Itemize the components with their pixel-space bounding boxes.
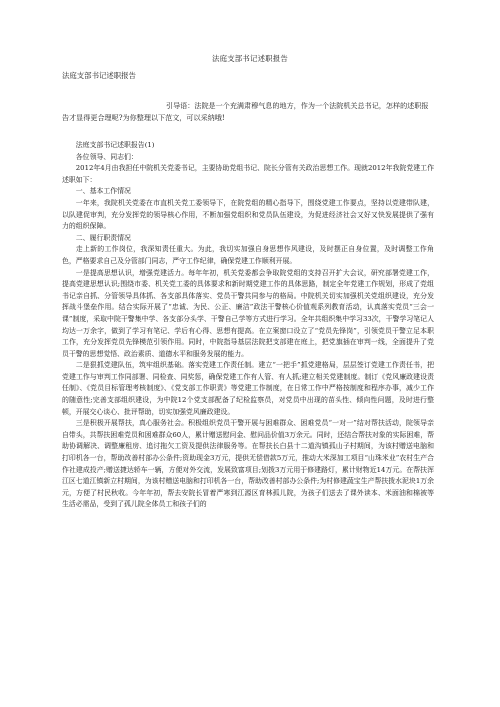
paragraph: 三是积极开展帮扶，真心服务社会。积极组织党员干警开展与困难群众、困难党员“一对一”结对帮扶活动，院领导亲自带头，共帮扶困难党员和困难群众60人，累计赠送慰问金、慰问品价值3万余元。同时，还结合帮扶对象的实际困难，帮助协调解决、调整廉租房、追讨拖欠工资及提供法律服务等。在帮扶长白县十二道沟镇孤山子村期间，为该村赠送电脑和打印机各一台，帮助改善村部办公条件;资助现金3万元，提供无偿借款5万元，推动大米深加工项目“山珠米业”农村生产合作社建成投产;赠送捷达轿车一辆，方便对外交流，发展致富项目;划拨3万元用于修建路灯，累计财物近14万元。在帮扶浑江区七道江镇新立村期间，为该村赠送电脑和打印机各一台，帮助改善村部办公条件;为村修建蔬宝生产帮扶拨水泥块1万余元，方便了村民秋收。今年年初，帮去安院长冒着严寒到江源区育林孤儿院，为孩子们送去了课外读本、米面油和棉被等生活必需品，受到了孤儿院全体员工和孩子们的 — [62, 419, 434, 509]
page-subtitle: 法庭支部书记述职报告 — [62, 71, 136, 80]
section-heading: 一、基本工作情况 — [75, 187, 131, 196]
section-heading: 二、履行职责情况 — [75, 233, 131, 242]
paragraph: 走上新的工作岗位，我深知责任重大。为此，我切实加强自身思想作风建设，及时摆正自身位置，及时调整工作角色，严格要求自己及分管部门同志，严守工作纪律，确保党建工作顺利开展。 — [62, 245, 434, 265]
page-title: 法庭支部书记述职报告 — [212, 54, 288, 63]
paragraph: 一年来，我院机关党委在市直机关党工委领导下，在院党组的精心指导下，围绕党建工作要点，坚持以党建带队建，以队建促审判，充分发挥党的领导核心作用，不断加强党组织和党员队伍建设，为促进经济社会又好又快发展提供了强有力的组织保障。 — [62, 198, 434, 231]
document-body — [62, 140, 434, 511]
guide-paragraph: 引导语：法院是一个充满肃穆气息的地方，作为一个法院机关总书记，怎样的述职报告才显得更合理呢?为你整理以下范文，可以采纳哦! — [62, 101, 429, 122]
section-title: 法庭支部书记述职报告(1) — [75, 141, 155, 149]
paragraph: 二是狠抓党建队伍，筑牢组织基础。落实党建工作责任制。建立“一把手”抓党建格局，层层签订党建工作责任书，把党建工作与审判工作同部署、同检查、同奖惩，确保党建工作有人管、有人抓;建立相关党建制度。制订《党风廉政建设责任制》、《党员目标管理考核制度》、《党支部工作职责》等党建工作制度，在日常工作中严格按制度和程序办事，减少工作的随意性;完善支部组织建设，为中院12个党支部配备了纪检监察员，对党员中出现的苗头性、倾向性问题，及时进行整顿，开展交心谈心、批评帮助，切实加强党风廉政建设。 — [62, 361, 434, 416]
paragraph: 各位领导、同志们： — [75, 152, 138, 161]
paragraph: 一是提高思想认识，增强党建活力。每年年初，机关党委都会争取院党组的支持召开扩大会议，研究部署党建工作，提高党建思想认识;围绕市委、机关党工委的具体要求和新时期党建工作的具体思路，制定全年党建工作规划，形成了党组书记亲自抓、分管领导具体抓、各支部具体落实、党员干警共同参与的格局。中院机关切实加强机关党组织建设，充分发挥战斗堡垒作用。结合实际开展了“忠诚、为民、公正、廉洁”政法干警核心价值观系列教育活动，认真落实党员“三会一课”制度，采取中院干警集中学、各支部分头学、干警自己学等方式进行学习。全年共组织集中学习33次，干警学习笔记人均达一万余字，做到了学习有笔记、学后有心得、思想有提高。在立案窗口设立了“党员先锋岗”，引领党员干警立足本职工作，充分发挥党员先锋模范引领作用。同时，中院指导基层法院把支部建在庭上，把党旗插在审判一线，全面提升了党员干警的思想觉悟、政治素质、道德水平和服务发展的能力。 — [62, 268, 434, 358]
paragraph: 2012年4月由我担任中院机关党委书记，主要协助党组书记、院长分管有关政治思想工作。现就2012年我院党建工作述职如下： — [62, 164, 434, 184]
